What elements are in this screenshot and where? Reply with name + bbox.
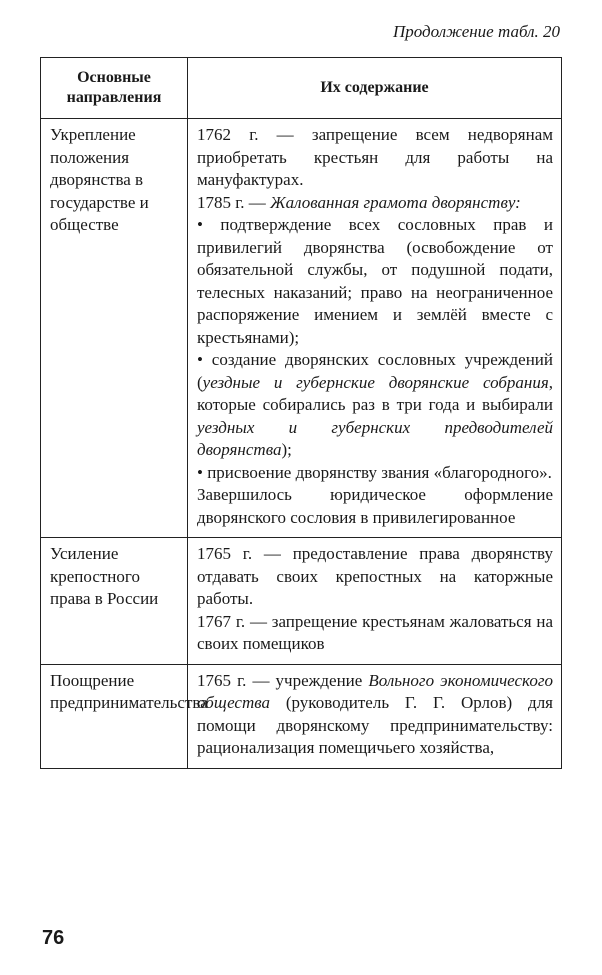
- page-number: 76: [42, 927, 65, 949]
- header-content: Их содержание: [188, 58, 562, 119]
- bullet-text: );: [281, 440, 292, 459]
- content-cell: [188, 119, 562, 538]
- content-paragraph: [197, 192, 553, 215]
- content-text: (руководитель Г. Г. Орлов) для помощи дворянскому предпринимательству: рационализация помещичьего хозяйства,: [197, 693, 553, 757]
- bullet-item: • присвоение дворянству звания «благородного».: [197, 462, 552, 482]
- year-lead: 1785 г. —: [197, 192, 271, 212]
- bullet-item: [197, 349, 553, 462]
- direction-cell: Укрепление положения дворянства в государстве и обществе: [41, 119, 188, 538]
- header-directions: Основные направления: [41, 58, 188, 119]
- direction-cell: Усиление крепостного права в России: [41, 538, 188, 665]
- history-table: [40, 57, 562, 769]
- content-paragraph: 1762 г. — запрещение всем недворянам приобретать крестьян для работы на мануфактурах.: [197, 125, 553, 189]
- bullet-text: • создание дворянских сословных учреждений (: [197, 350, 553, 392]
- direction-cell: Поощрение предпринимательства: [41, 664, 188, 768]
- content-paragraph: 1765 г. — предоставление права дворянству отдавать своих крепостных на каторжные работы.: [197, 544, 553, 608]
- content-paragraph: 1767 г. — запрещение крестьянам жаловаться на своих помещиков: [197, 611, 553, 653]
- content-paragraph: [197, 670, 553, 760]
- table-header-row: [41, 58, 562, 119]
- content-cell: [188, 538, 562, 665]
- table-row: [41, 538, 562, 665]
- charter-title: Жалованная грамота дворянству:: [270, 192, 521, 212]
- table-row: [41, 664, 562, 768]
- content-cell: [188, 664, 562, 768]
- italic-term: Вольного экономического общества: [197, 670, 553, 712]
- italic-term: уездные и губернские дворянские собрания: [202, 372, 549, 392]
- content-paragraph: Завершилось юридическое оформление дворянского сословия в привилегированное: [197, 485, 553, 527]
- italic-term: уездных и губернских предводителей дворянства: [197, 417, 553, 459]
- bullet-item: • подтверждение всех сословных прав и привилегий дворянства (освобождение от обязательной службы, от подушной подати, телесных наказаний; право на неограниченное распоряжение имением и землёй вместе с крестьянами);: [197, 215, 553, 347]
- table-continuation-caption: Продолжение табл. 20: [392, 22, 560, 41]
- bullet-text: , которые собирались раз в три года и выбирали: [197, 372, 553, 414]
- table-row: [41, 119, 562, 538]
- year-lead: 1765 г. — учреждение: [197, 670, 369, 690]
